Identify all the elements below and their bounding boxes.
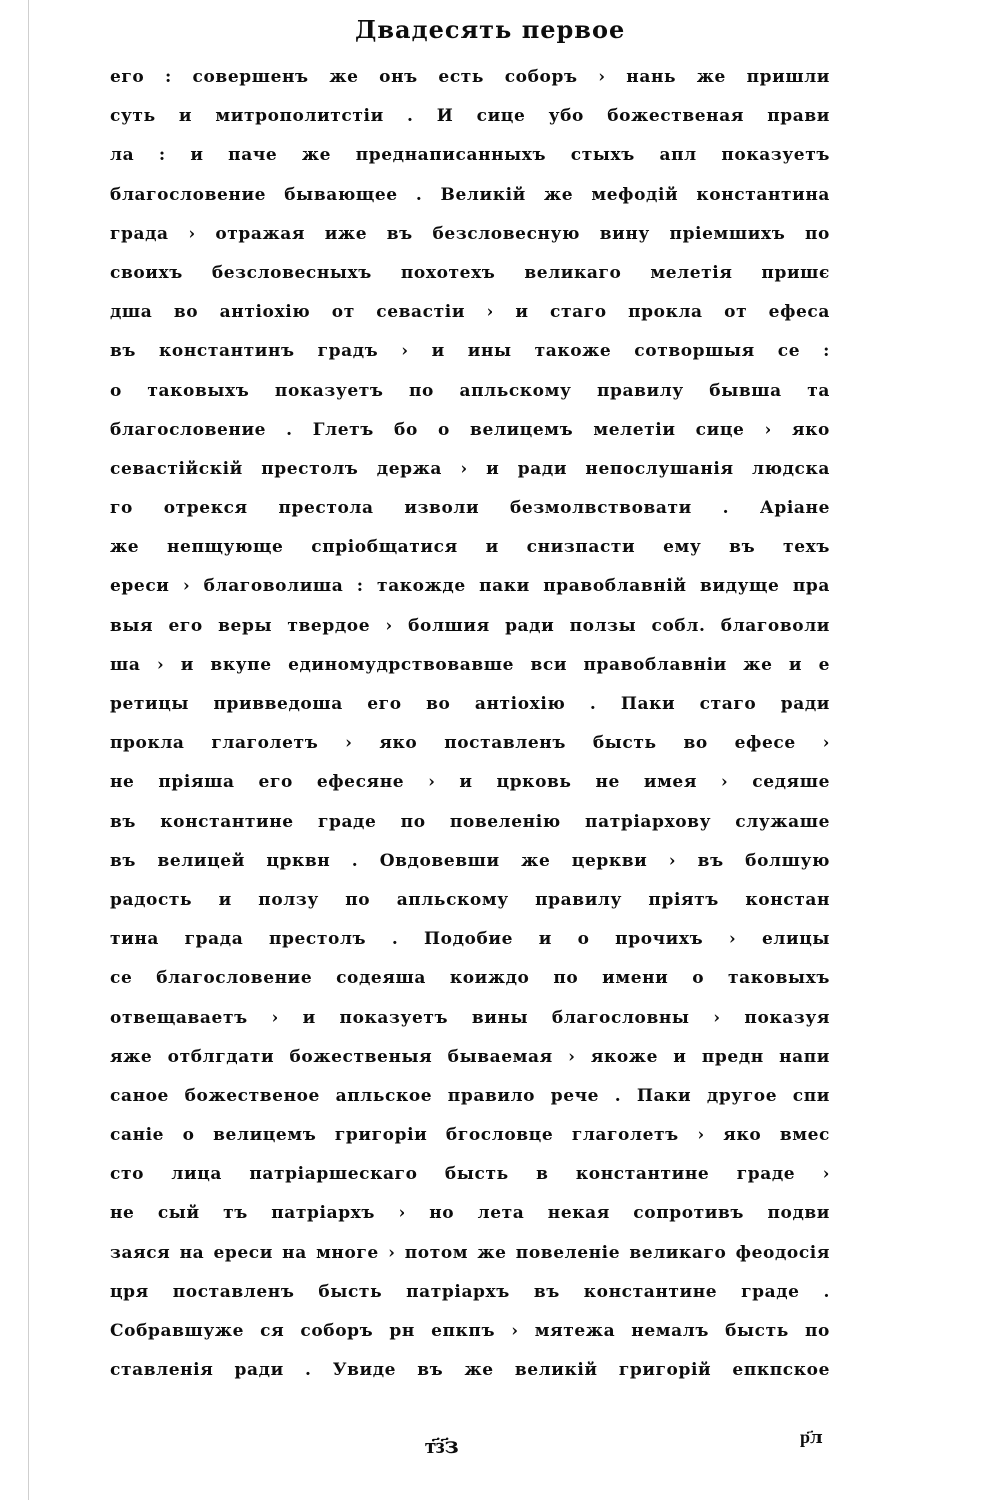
text-line: ереси › благоволиша : такожде паки правоблавній видуще пра	[110, 576, 830, 597]
text-line: града › отражая иже въ безсловесную вину пріемшихъ по	[110, 223, 830, 244]
text-line: дша во антіохію от севастіи › и стаго прокла от ефеса	[110, 302, 830, 323]
body-text	[110, 58, 830, 1393]
text-line: въ константине граде по повеленію патріархову служаше	[110, 811, 830, 832]
text-line: го отрекся престола изволи безмолвствовати . Аріане	[110, 498, 830, 519]
page-heading: Двадесять первое	[355, 15, 626, 44]
folio-mark: р҃л	[800, 1427, 823, 1448]
text-line: се благословение содеяша коиждо по имени о таковыхъ	[110, 968, 830, 989]
page-number: т҃з҃з	[425, 1433, 459, 1459]
text-line: не сый тъ патріархъ › но лета некая сопротивъ подви	[110, 1203, 830, 1224]
text-line: заяся на ереси на многе › потом же повеленіе великаго феодосія	[110, 1242, 830, 1263]
text-line: благословение . Глетъ бо о велицемъ мелетіи сице › яко	[110, 419, 830, 440]
text-line: Собравшуже ся соборъ рн епкпъ › мятежа немалъ бысть по	[110, 1321, 830, 1341]
text-line: своихъ безсловесныхъ похотехъ великаго мелетія пришє	[110, 262, 830, 283]
text-line: о таковыхъ показуетъ по апльскому правилу бывша та	[110, 380, 830, 401]
text-line: благословение бывающее . Великій же мефодій константина	[110, 184, 830, 205]
text-line: выя его веры твердое › болшия ради ползы собл. благоволи	[110, 615, 830, 636]
text-line	[110, 1390, 830, 1393]
text-line: саніе о велицемъ григоріи бгословце глаголетъ › яко вмеc	[110, 1125, 830, 1146]
text-line: ла : и паче же преднаписанныхъ стыхъ апл показуетъ	[110, 145, 830, 166]
text-line: въ велицей црквн . Овдовевши же церкви › въ болшую	[110, 850, 830, 871]
text-line: ставленія ради . Увиде въ же великій григорій епкпское	[110, 1360, 830, 1381]
text-line: отвещаваетъ › и показуетъ вины благословны › показуя	[110, 1007, 830, 1028]
text-line: сто лица патріаршескаго бысть в константине граде ›	[110, 1164, 830, 1185]
text-line: севастійскій престолъ держа › и ради непослушанія людска	[110, 458, 830, 479]
text-line: радость и ползу по апльскому правилу пріятъ констан	[110, 889, 830, 910]
text-line: не пріяша его ефесяне › и црковь не имея › седяше	[110, 772, 830, 793]
text-line: цря поставленъ бысть патріархъ въ константине граде .	[110, 1281, 830, 1302]
text-line: яже отблгдати божественыя бываемая › якоже и предн напи	[110, 1046, 830, 1067]
text-line: въ константинъ градъ › и ины такоже сотворшыя се :	[110, 341, 830, 362]
text-line: же непщующе спріобщатися и снизпасти ему въ техъ	[110, 537, 830, 558]
text-line: его : совершенъ же онъ есть соборъ › нань же пришли	[110, 67, 830, 87]
text-line: суть и митрополитстіи . И сице убо божественая прави	[110, 106, 830, 127]
text-line: тина града престолъ . Подобие и о прочихъ › елицы	[110, 929, 830, 950]
text-line: ша › и вкупе единомудрствовавше вси правоблавніи же и е	[110, 654, 830, 675]
text-line: ретицы привведоша его во антіохію . Паки стаго ради	[110, 694, 830, 714]
text-line: саное божественое апльское правило рече . Паки другое спи	[110, 1085, 830, 1106]
text-line: прокла глаголетъ › яко поставленъ бысть во ефесе ›	[110, 733, 830, 754]
